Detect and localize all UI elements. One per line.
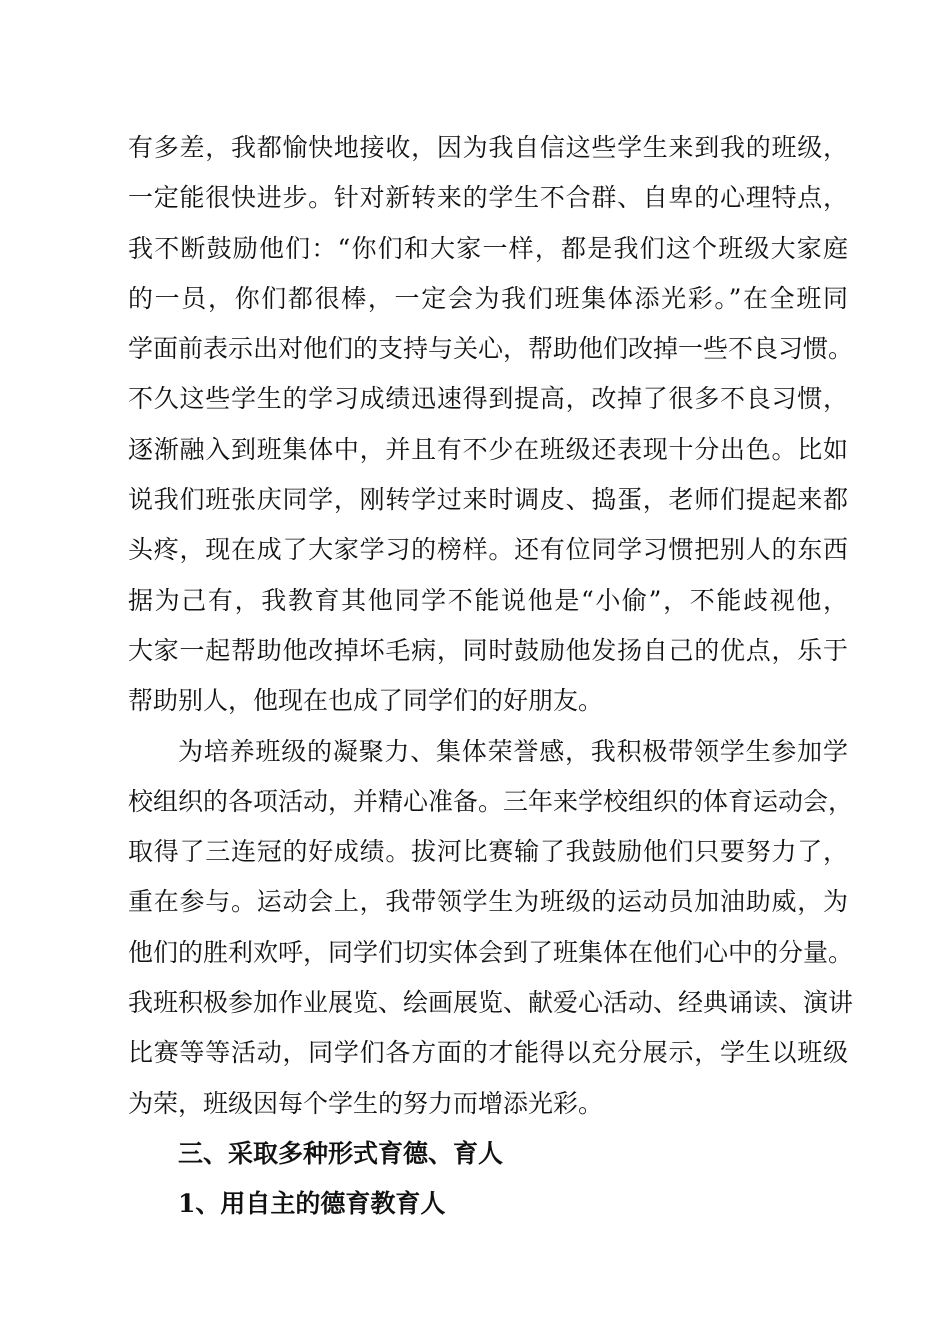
section-heading: 三、采取多种形式育德、育人 [178, 1138, 504, 1168]
paragraph-1 [128, 123, 854, 727]
text-line: 比赛等等活动，同学们各方面的才能得以充分展示，学生以班级 [128, 1038, 848, 1068]
text-line: 帮助别人，他现在也成了同学们的好朋友。 [128, 686, 604, 716]
text-line: 据为己有，我教育其他同学不能说他是“小偷”，不能歧视他， [128, 585, 848, 615]
text-line: 的一员，你们都很棒，一定会为我们班集体添光彩。”在全班同 [128, 283, 848, 313]
text-line: 校组织的各项活动，并精心准备。三年来学校组织的体育运动会， [128, 786, 854, 816]
subsection-heading: 1、用自主的德育教育人 [178, 1189, 446, 1219]
text-line: 为荣，班级因每个学生的努力而增添光彩。 [128, 1088, 604, 1118]
text-line: 不久这些学生的学习成绩迅速得到提高，改掉了很多不良习惯， [128, 384, 848, 414]
paragraph-2 [128, 727, 854, 1129]
text-line: 我班积极参加作业展览、绘画展览、献爱心活动、经典诵读、演讲 [128, 988, 854, 1018]
text-line: 一定能很快进步。针对新转来的学生不合群、自卑的心理特点， [128, 183, 848, 213]
text-line: 学面前表示出对他们的支持与关心，帮助他们改掉一些不良习惯。 [128, 334, 854, 364]
text-line: 逐渐融入到班集体中，并且有不少在班级还表现十分出色。比如 [128, 434, 848, 464]
text-line: 有多差，我都愉快地接收，因为我自信这些学生来到我的班级， [128, 133, 848, 162]
text-line: 取得了三连冠的好成绩。拔河比赛输了我鼓励他们只要努力了， [128, 837, 848, 867]
text-line: 为培养班级的凝聚力、集体荣誉感，我积极带领学生参加学 [178, 736, 848, 766]
text-line: 头疼，现在成了大家学习的榜样。还有位同学习惯把别人的东西 [128, 535, 848, 565]
text-line: 说我们班张庆同学，刚转学过来时调皮、捣蛋，老师们提起来都 [128, 485, 848, 515]
text-line: 大家一起帮助他改掉坏毛病，同时鼓励他发扬自己的优点，乐于 [128, 635, 848, 665]
text-line: 重在参与。运动会上，我带领学生为班级的运动员加油助威，为 [128, 887, 848, 917]
text-line: 我不断鼓励他们：“你们和大家一样，都是我们这个班级大家庭 [128, 233, 848, 263]
document-body [128, 123, 854, 1230]
text-line: 他们的胜利欢呼，同学们切实体会到了班集体在他们心中的分量。 [128, 937, 854, 967]
